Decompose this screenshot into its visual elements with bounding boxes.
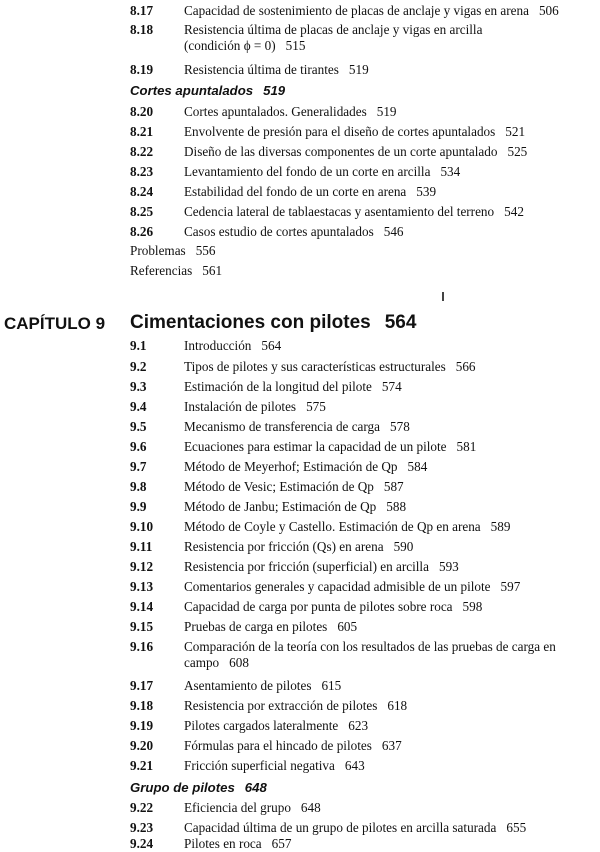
entry-number: 9.19 <box>130 718 154 733</box>
toc-entry <box>130 698 590 714</box>
entry-number: 8.20 <box>130 104 154 119</box>
toc-entry <box>130 184 590 200</box>
section-title: Grupo de pilotes <box>130 780 235 795</box>
entry-page: 657 <box>271 836 292 851</box>
entry-title: Instalación de pilotes <box>184 399 297 414</box>
entry-title: Capacidad de carga por punta de pilotes sobre roca <box>184 599 453 614</box>
entry-number: 9.17 <box>130 678 154 693</box>
toc-entry <box>130 836 590 852</box>
entry-page: 584 <box>407 459 428 474</box>
entry-page: 506 <box>538 3 559 18</box>
entry-page: 598 <box>462 599 483 614</box>
section-title: Cortes apuntalados <box>130 83 254 98</box>
entry-number: 9.7 <box>130 459 147 474</box>
entry-title-cont: (condición ϕ = 0) <box>184 38 276 53</box>
entry-number: 9.13 <box>130 579 154 594</box>
references-page: 561 <box>202 263 223 278</box>
references-entry <box>130 263 222 279</box>
entry-number: 8.22 <box>130 144 154 159</box>
entry-title: Mecanismo de transferencia de carga <box>184 419 381 434</box>
toc-entry <box>130 204 590 220</box>
toc-entry <box>130 539 590 555</box>
section-page: 519 <box>263 83 286 98</box>
entry-number: 9.2 <box>130 359 147 374</box>
toc-entry <box>130 62 590 78</box>
toc-entry <box>130 224 590 240</box>
entry-number: 9.22 <box>130 800 154 815</box>
entry-page: 539 <box>416 184 437 199</box>
entry-number: 9.15 <box>130 619 154 634</box>
problems-entry <box>130 243 215 259</box>
entry-page: 574 <box>381 379 402 394</box>
entry-title: Tipos de pilotes y sus características estructurales <box>184 359 446 374</box>
entry-page: 575 <box>306 399 326 414</box>
entry-title-cont: campo <box>184 655 220 670</box>
entry-page: 637 <box>381 738 402 753</box>
entry-page: 566 <box>455 359 476 374</box>
entry-number: 9.14 <box>130 599 154 614</box>
entry-number: 8.23 <box>130 164 154 179</box>
problems-label: Problemas <box>130 243 186 258</box>
entry-number: 9.6 <box>130 439 147 454</box>
toc-entry <box>130 519 590 535</box>
entry-page: 578 <box>390 419 410 434</box>
toc-entry <box>130 22 590 54</box>
entry-title: Resistencia última de tirantes <box>184 62 339 77</box>
references-label: Referencias <box>130 263 193 278</box>
entry-page: 605 <box>337 619 358 634</box>
entry-number: 8.17 <box>130 3 154 18</box>
toc-entry <box>130 124 590 140</box>
entry-page: 618 <box>387 698 408 713</box>
entry-number: 9.12 <box>130 559 154 574</box>
entry-number: 8.24 <box>130 184 154 199</box>
toc-entry <box>130 379 590 395</box>
toc-entry <box>130 3 590 19</box>
entry-page: 564 <box>261 338 282 353</box>
toc-entry <box>130 678 590 694</box>
entry-title: Pruebas de carga en pilotes <box>184 619 328 634</box>
entry-page: 615 <box>321 678 342 693</box>
entry-title: Capacidad última de un grupo de pilotes en arcilla saturada <box>184 820 497 835</box>
toc-entry <box>130 619 590 635</box>
section-page: 648 <box>244 780 267 795</box>
toc-entry <box>130 758 590 774</box>
entry-page: 589 <box>490 519 511 534</box>
entry-page: 542 <box>504 204 524 219</box>
entry-title: Comentarios generales y capacidad admisible de un pilote <box>184 579 491 594</box>
entry-page: 581 <box>456 439 477 454</box>
section-heading <box>130 83 285 98</box>
entry-title: Método de Janbu; Estimación de Qp <box>184 499 377 514</box>
entry-number: 8.21 <box>130 124 154 139</box>
toc-entry <box>130 439 590 455</box>
toc-entry <box>130 639 590 671</box>
toc-entry <box>130 359 590 375</box>
toc-entry <box>130 559 590 575</box>
entry-title: Asentamiento de pilotes <box>184 678 312 693</box>
entry-page: 643 <box>344 758 365 773</box>
entry-page: 525 <box>507 144 528 159</box>
toc-entry <box>130 599 590 615</box>
entry-page: 623 <box>348 718 369 733</box>
entry-number: 9.3 <box>130 379 147 394</box>
entry-number: 9.11 <box>130 539 153 554</box>
entry-page: 519 <box>376 104 397 119</box>
toc-entry <box>130 419 590 435</box>
scan-mark <box>442 292 444 301</box>
entry-title: Levantamiento del fondo de un corte en arcilla <box>184 164 431 179</box>
toc-entry <box>130 499 590 515</box>
entry-title: Introducción <box>184 338 252 353</box>
entry-title: Resistencia por extracción de pilotes <box>184 698 378 713</box>
entry-number: 8.25 <box>130 204 154 219</box>
entry-title: Cortes apuntalados. Generalidades <box>184 104 367 119</box>
toc-entry <box>130 459 590 475</box>
entry-number: 9.18 <box>130 698 154 713</box>
entry-page: 521 <box>505 124 526 139</box>
entry-page: 648 <box>300 800 321 815</box>
entry-number: 9.20 <box>130 738 154 753</box>
entry-title: Método de Meyerhof; Estimación de Qp <box>184 459 398 474</box>
entry-page: 593 <box>438 559 459 574</box>
entry-title: Cedencia lateral de tablaestacas y asentamiento del terreno <box>184 204 495 219</box>
entry-title: Capacidad de sostenimiento de placas de anclaje y vigas en arena <box>184 3 529 18</box>
entry-number: 8.18 <box>130 22 154 37</box>
entry-number: 8.26 <box>130 224 154 239</box>
entry-title: Estimación de la longitud del pilote <box>184 379 372 394</box>
entry-title: Pilotes en roca <box>184 836 262 851</box>
toc-entry <box>130 820 590 836</box>
entry-page: 546 <box>383 224 404 239</box>
chapter-title: Cimentaciones con pilotes <box>130 312 371 333</box>
toc-entry <box>130 800 590 816</box>
entry-title: Fricción superficial negativa <box>184 758 335 773</box>
toc-entry <box>130 738 590 754</box>
entry-number: 9.24 <box>130 836 154 851</box>
entry-number: 9.21 <box>130 758 154 773</box>
entry-page: 534 <box>440 164 461 179</box>
entry-number: 9.5 <box>130 419 147 434</box>
entry-page: 597 <box>500 579 521 594</box>
entry-title: Estabilidad del fondo de un corte en arena <box>184 184 407 199</box>
entry-number: 9.10 <box>130 519 154 534</box>
entry-title: Pilotes cargados lateralmente <box>184 718 339 733</box>
entry-page: 655 <box>506 820 527 835</box>
toc-entry <box>130 164 590 180</box>
entry-title: Ecuaciones para estimar la capacidad de un pilote <box>184 439 447 454</box>
entry-title: Casos estudio de cortes apuntalados <box>184 224 374 239</box>
toc-entry <box>130 479 590 495</box>
entry-number: 9.16 <box>130 639 154 654</box>
toc-entry <box>130 399 590 415</box>
entry-number: 9.23 <box>130 820 154 835</box>
entry-page: 608 <box>229 655 249 670</box>
toc-entry <box>130 718 590 734</box>
toc-entry <box>130 104 590 120</box>
entry-title: Resistencia por fricción (superficial) en arcilla <box>184 559 429 574</box>
entry-number: 9.9 <box>130 499 147 514</box>
entry-title: Resistencia por fricción (Qs) en arena <box>184 539 384 554</box>
entry-page: 515 <box>285 38 306 53</box>
entry-number: 9.1 <box>130 338 147 353</box>
entry-number: 9.4 <box>130 399 147 414</box>
entry-page: 588 <box>386 499 407 514</box>
entry-number: 9.8 <box>130 479 147 494</box>
entry-number: 8.19 <box>130 62 154 77</box>
toc-entry <box>130 338 590 354</box>
entry-title: Resistencia última de placas de anclaje y vigas en arcilla <box>184 22 483 37</box>
entry-title: Método de Vesic; Estimación de Qp <box>184 479 374 494</box>
entry-title: Envolvente de presión para el diseño de cortes apuntalados <box>184 124 496 139</box>
entry-title: Diseño de las diversas componentes de un corte apuntalado <box>184 144 498 159</box>
chapter-heading <box>130 312 416 334</box>
toc-entry <box>130 579 590 595</box>
entry-title: Eficiencia del grupo <box>184 800 291 815</box>
entry-page: 590 <box>393 539 414 554</box>
section-heading <box>130 780 267 795</box>
chapter-label: CAPÍTULO 9 <box>4 314 106 333</box>
entry-title: Fórmulas para el hincado de pilotes <box>184 738 372 753</box>
entry-page: 587 <box>383 479 404 494</box>
chapter-page: 564 <box>384 312 417 333</box>
entry-title: Método de Coyle y Castello. Estimación de Qp en arena <box>184 519 481 534</box>
problems-page: 556 <box>195 243 216 258</box>
toc-entry <box>130 144 590 160</box>
entry-title: Comparación de la teoría con los resultados de las pruebas de carga en <box>184 639 556 654</box>
entry-page: 519 <box>348 62 369 77</box>
